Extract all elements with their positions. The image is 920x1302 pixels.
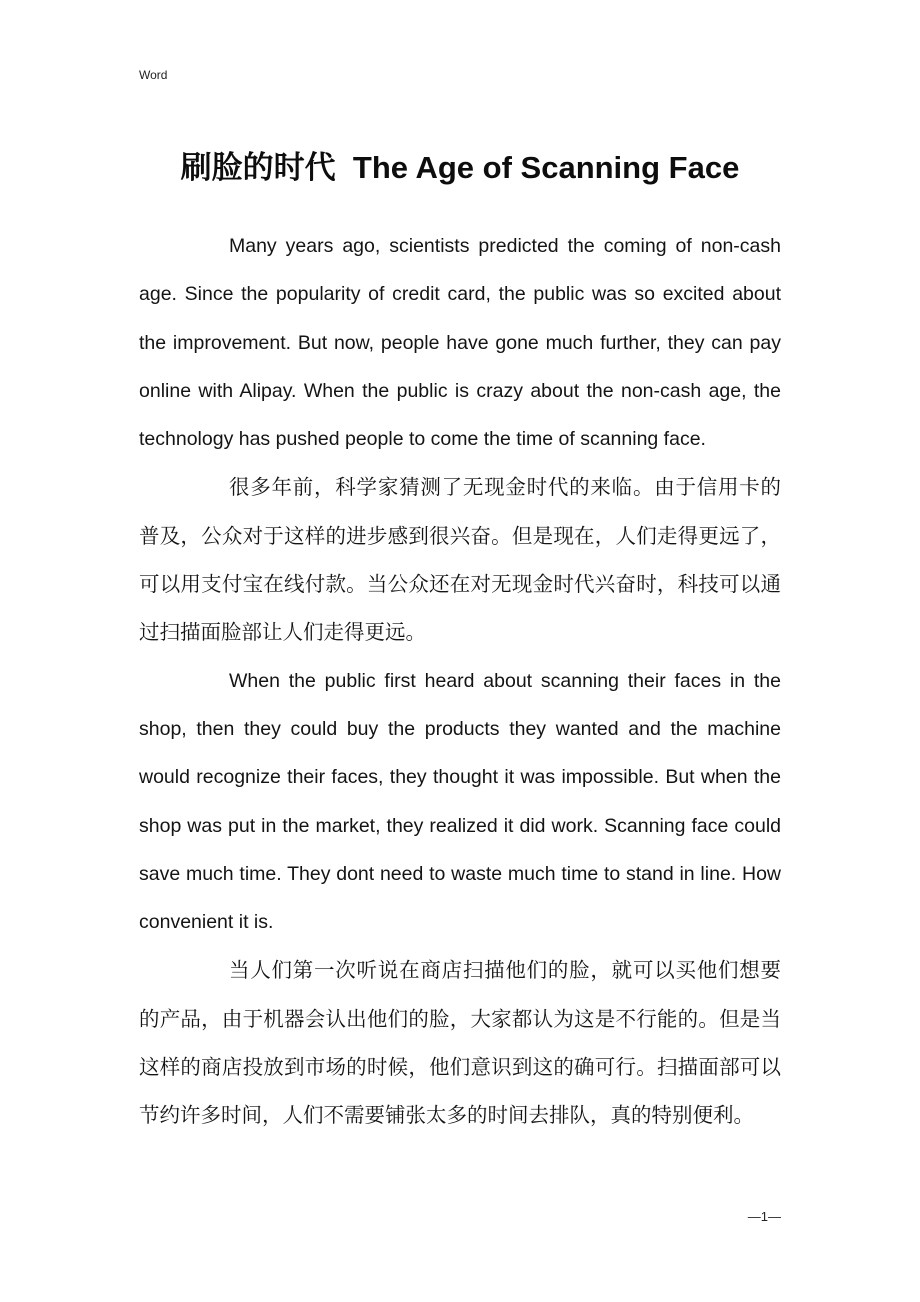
title-chinese: 刷脸的时代 xyxy=(180,150,336,186)
document-title xyxy=(139,144,781,192)
page-number: —1— xyxy=(747,1209,781,1224)
paragraph-chinese-1: 很多年前，科学家猜测了无现金时代的来临。由于信用卡的普及，公众对于这样的进步感到很兴奋。但是现在，人们走得更远了，可以用支付宝在线付款。当公众还在对无现金时代兴奋时，科技可以通过扫描面脸部让人们走得更远。 xyxy=(139,475,781,645)
title-english: The Age of Scanning Face xyxy=(352,150,740,185)
title-gap xyxy=(336,150,353,185)
paragraph-english-2: When the public first heard about scanning their faces in the shop, then they could buy the products they wanted and the machine would recognize their faces, they thought it was impossible. But when the shop was put in the market, they realized it did work. Scanning face could save much time. They dont need to waste much time to stand in line. How convenient it is. xyxy=(139,669,781,934)
header-label: Word xyxy=(139,68,168,82)
document-body xyxy=(139,222,781,1140)
paragraph-english-1: Many years ago, scientists predicted the coming of non-cash age. Since the popularity of credit card, the public was so excited about the improvement. But now, people have gone much further, they can pay online with Alipay. When the public is crazy about the non-cash age, the technology has pushed people to come the time of scanning face. xyxy=(139,235,781,451)
paragraph-chinese-2: 当人们第一次听说在商店扫描他们的脸，就可以买他们想要的产品，由于机器会认出他们的脸，大家都认为这是不行能的。但是当这样的商店投放到市场的时候，他们意识到这的确可行。扫描面部可以节约许多时间，人们不需要铺张太多的时间去排队，真的特别便利。 xyxy=(139,958,781,1128)
